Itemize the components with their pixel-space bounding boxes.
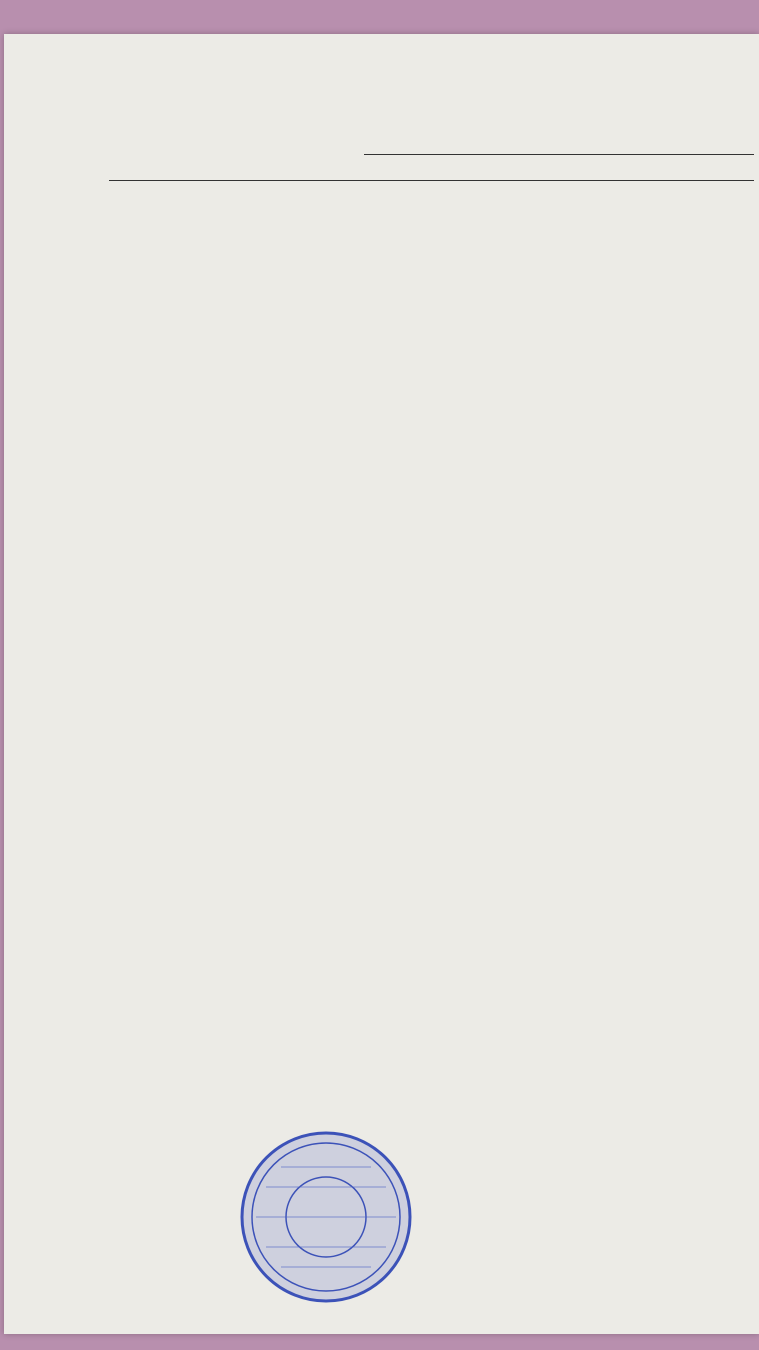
bti-stamp-seal — [236, 1127, 416, 1307]
document-page — [4, 34, 759, 1334]
